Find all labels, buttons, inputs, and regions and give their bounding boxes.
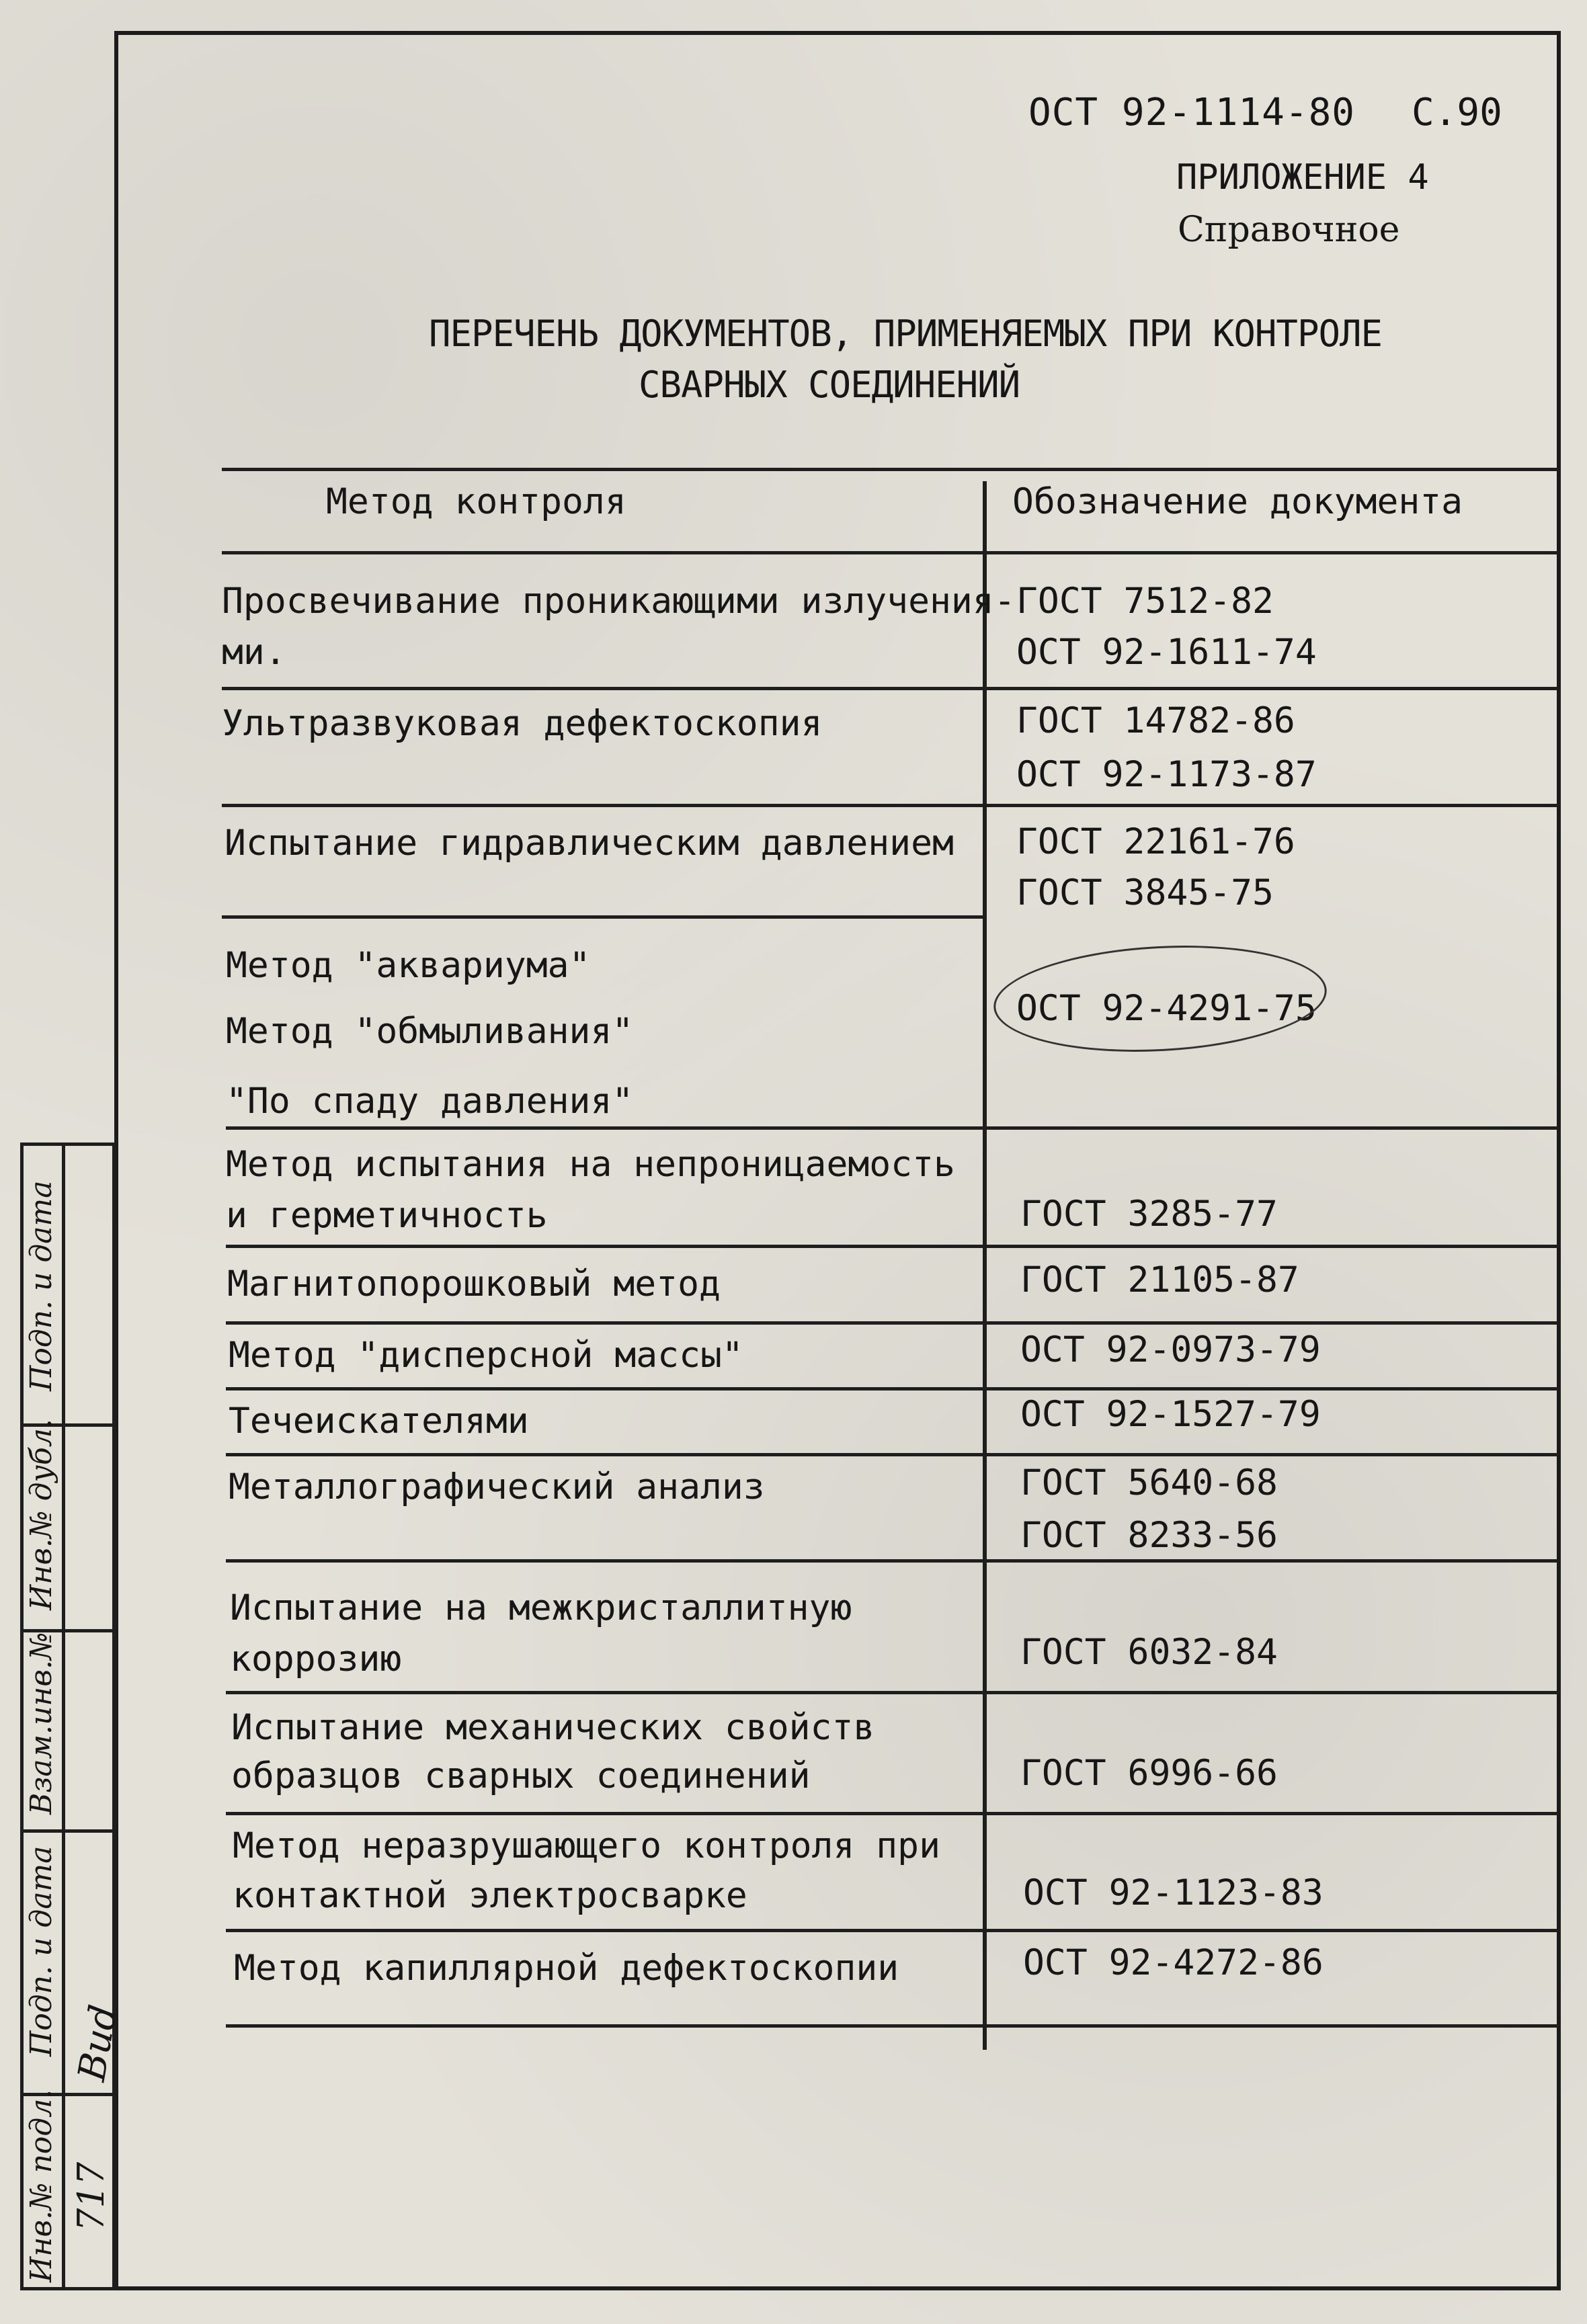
document-code-cell: ГОСТ 8233-56 <box>1020 1515 1278 1556</box>
table-bottom-rule <box>226 2024 1561 2028</box>
row-rule <box>226 1559 1561 1563</box>
stamp-label-duplicate-inv: Инв.№ дубл. <box>24 1419 58 1610</box>
row-rule <box>226 1126 1561 1130</box>
document-code-cell: ГОСТ 21105-87 <box>1020 1259 1299 1300</box>
column-header-document: Обозначение документа <box>1012 481 1463 522</box>
title-line-1: ПЕРЕЧЕНЬ ДОКУМЕНТОВ, ПРИМЕНЯЕМЫХ ПРИ КОНТРОЛЕ <box>429 313 1382 355</box>
row-rule <box>226 1387 1561 1391</box>
method-line: Испытание механических свойств <box>231 1707 875 1748</box>
method-line: коррозию <box>230 1638 402 1679</box>
stamp-label-sign-date: Подп. и дата <box>24 1180 58 1391</box>
document-code-cell: ОСТ 92-1123-83 <box>1023 1872 1324 1913</box>
document-code-cell: ОСТ 92-1173-87 <box>1016 754 1317 795</box>
row-rule <box>226 1453 1561 1456</box>
method-line: Испытание на межкристаллитную <box>230 1587 852 1628</box>
stamp-label-original-inv: Инв.№ подл. <box>24 2089 58 2282</box>
document-code: ОСТ 92-1114-80 <box>1028 91 1356 134</box>
document-code-cell: ГОСТ 22161-76 <box>1016 821 1295 862</box>
row-rule <box>226 1691 1561 1694</box>
document-code-cell: ОСТ 92-1527-79 <box>1020 1394 1321 1435</box>
row-rule <box>222 915 984 919</box>
method-line: Метод капиллярной дефектоскопии <box>234 1948 899 1989</box>
stamp-label-replace-inv: Взам.инв.№ <box>24 1632 58 1815</box>
document-code-cell: ГОСТ 7512-82 <box>1016 581 1274 622</box>
document-code-cell: ОСТ 92-1611-74 <box>1016 632 1317 673</box>
method-line: Метод "дисперсной массы" <box>229 1335 743 1376</box>
row-rule <box>222 804 1561 807</box>
column-header-method: Метод контроля <box>326 481 626 522</box>
row-rule <box>226 1812 1561 1815</box>
signature-mark: Bud <box>70 2001 126 2085</box>
method-line: и герметичность <box>226 1195 548 1236</box>
stamp-divider <box>20 1829 116 1833</box>
page-number: С.90 <box>1412 91 1502 134</box>
title-line-2: СВАРНЫХ СОЕДИНЕНИЙ <box>639 364 1020 406</box>
reference-label: Справочное <box>1178 210 1400 250</box>
method-line: Металлографический анализ <box>229 1466 765 1507</box>
document-code-cell: ОСТ 92-4291-75 <box>1016 988 1317 1029</box>
method-line: Метод испытания на непроницаемость <box>226 1144 955 1185</box>
document-code-cell: ГОСТ 3845-75 <box>1016 872 1274 913</box>
header-bottom-rule <box>222 551 1561 554</box>
document-code-cell: ОСТ 92-4272-86 <box>1023 1942 1324 1983</box>
row-rule <box>222 687 1561 690</box>
method-line: Течеискателями <box>229 1401 529 1442</box>
document-code-cell: ГОСТ 5640-68 <box>1020 1462 1278 1503</box>
method-line: контактной электросварке <box>233 1875 747 1916</box>
document-code-cell: ГОСТ 3285-77 <box>1020 1194 1278 1235</box>
table-top-rule <box>222 468 1561 471</box>
appendix-label: ПРИЛОЖЕНИЕ 4 <box>1176 157 1429 198</box>
method-line: Ультразвуковая дефектоскопия <box>222 703 823 744</box>
method-line: Метод "обмыливания" <box>226 1011 634 1052</box>
method-line: Метод неразрушающего контроля при <box>233 1825 940 1866</box>
method-line: образцов сварных соединений <box>231 1755 811 1796</box>
stamp-label-sign-date-2: Подп. и дата <box>24 1845 58 2057</box>
row-rule <box>226 1929 1561 1932</box>
method-line: "По спаду давления" <box>226 1081 634 1122</box>
inventory-number: 717 <box>70 2161 112 2231</box>
row-rule <box>226 1321 1561 1325</box>
method-line: ми. <box>222 632 286 673</box>
method-line: Испытание гидравлическим давлением <box>225 823 954 864</box>
document-code-cell: ГОСТ 6032-84 <box>1020 1632 1278 1673</box>
row-rule <box>226 1245 1561 1248</box>
method-line: Просвечивание проникающими излучения- <box>222 581 1016 622</box>
document-code-cell: ОСТ 92-0973-79 <box>1020 1329 1321 1370</box>
document-code-cell: ГОСТ 6996-66 <box>1020 1753 1278 1794</box>
method-line: Метод "аквариума" <box>226 945 591 986</box>
document-code-cell: ГОСТ 14782-86 <box>1016 700 1295 741</box>
method-line: Магнитопорошковый метод <box>227 1263 721 1304</box>
stamp-inner-line <box>62 1143 65 2290</box>
